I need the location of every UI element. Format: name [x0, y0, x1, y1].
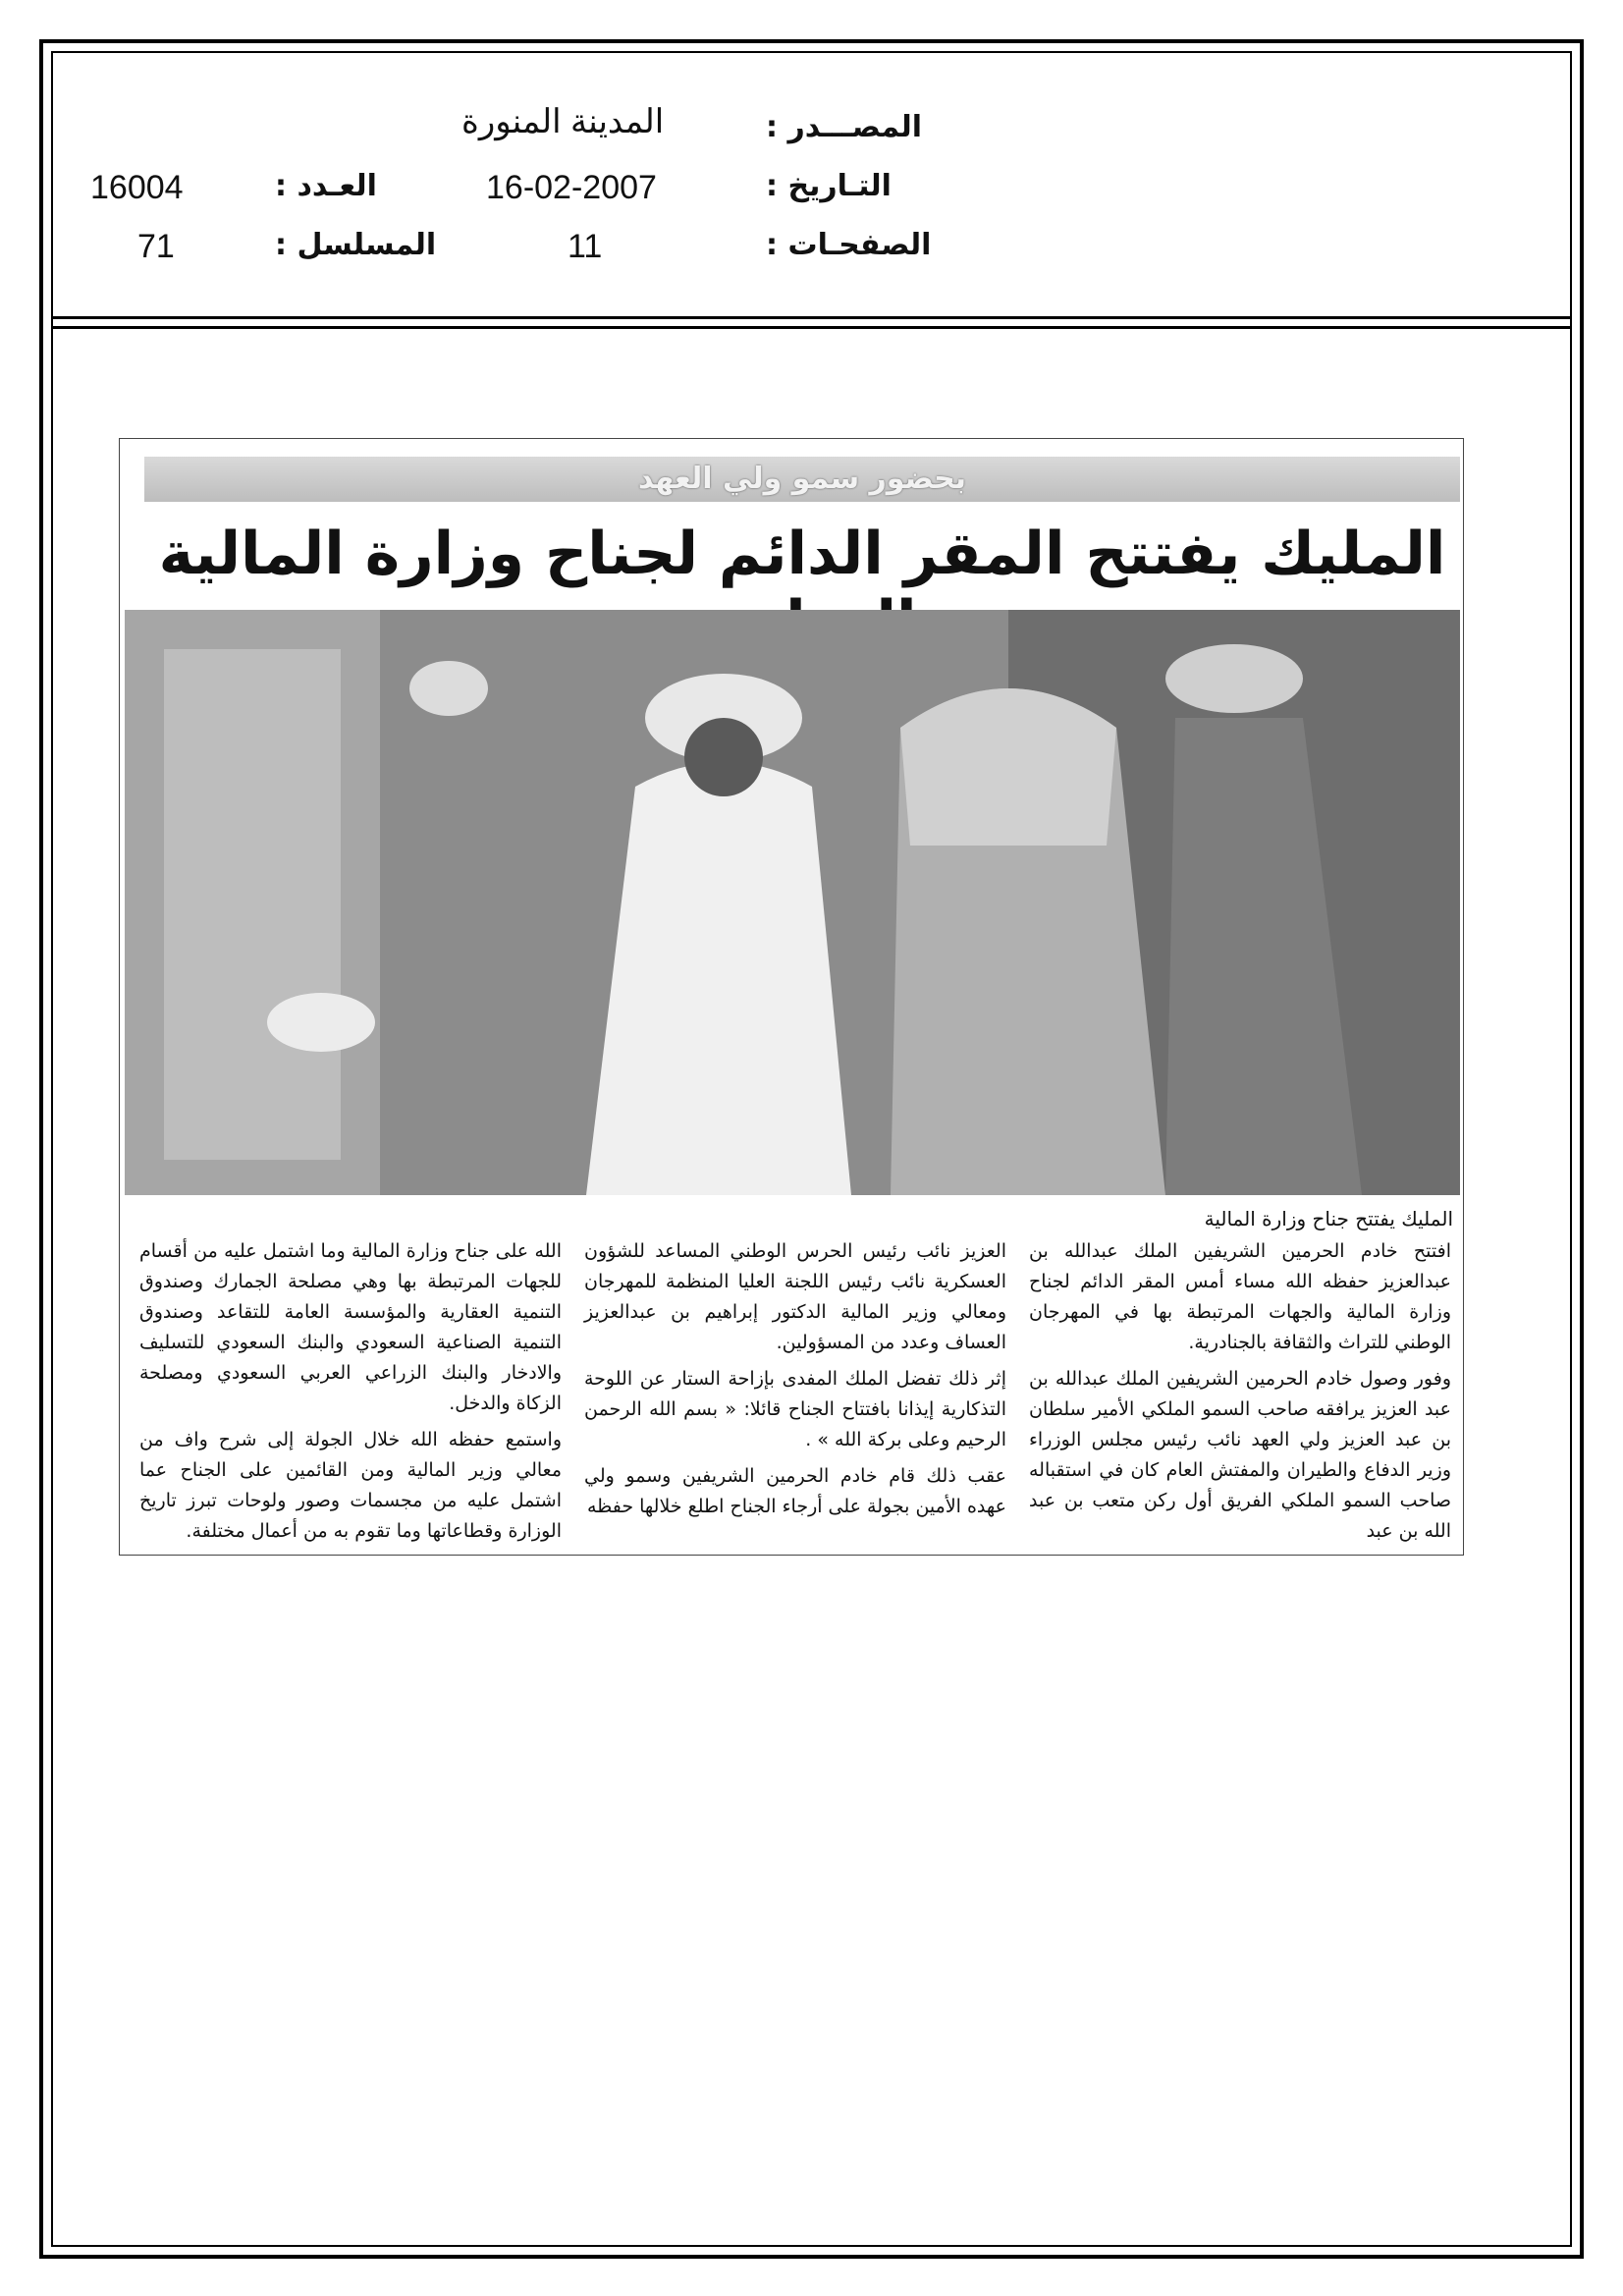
- photo-illustration: [125, 610, 1460, 1195]
- serial-value-row: [137, 228, 175, 266]
- paragraph: العزيز نائب رئيس الحرس الوطني المساعد للشؤون العسكرية نائب رئيس اللجنة العليا المنظمة للمهرجان ومعالي وزير المالية الدكتور إبراهيم بن عبدالعزيز العساف وعدد من المسؤولين.: [584, 1240, 1006, 1353]
- pages-row: [766, 228, 931, 262]
- pages-value: 11: [568, 228, 603, 265]
- source-value: المدينة المنورة: [461, 103, 665, 140]
- serial-row: [275, 228, 436, 262]
- source-row: [766, 110, 922, 144]
- paragraph: واستمع حفظه الله خلال الجولة إلى شرح واف من معالي وزير المالية ومن القائمين على الجناح عما اشتمل عليه من مجسمات وصور ولوحات تبرز تاريخ الوزارة وقطاعاتها وما تقوم به من أعمال مختلفة.: [139, 1429, 562, 1542]
- article-headline: المليك يفتتح المقر الدائم لجناح وزارة المالية: [158, 519, 1446, 588]
- article-column-1: [1029, 1236, 1451, 1553]
- article-photo: [125, 610, 1460, 1195]
- source-value-row: [461, 102, 664, 141]
- article-kicker: بحضور سمو ولي العهد: [144, 457, 1460, 502]
- serial-value: 71: [137, 228, 175, 265]
- issue-label: العـدد :: [275, 169, 377, 203]
- paragraph: إثر ذلك تفضل الملك المفدى بإزاحة الستار عن اللوحة التذكارية إيذانا بافتتاح الجناح قائلا: « بسم الله الرحمن الرحيم وعلى بركة الله » .: [584, 1368, 1006, 1450]
- date-label: التـاريخ :: [766, 169, 892, 203]
- issue-row: [275, 169, 377, 203]
- paragraph: افتتح خادم الحرمين الشريفين الملك عبدالله بن عبدالعزيز حفظه الله مساء أمس المقر الدائم لجناح وزارة المالية والجهات المرتبطة بها في المهرجان الوطني للتراث والثقافة بالجنادرية.: [1029, 1240, 1451, 1353]
- paragraph: وفور وصول خادم الحرمين الشريفين الملك عبدالله بن عبد العزيز يرافقه صاحب السمو الملكي الأمير سلطان بن عبد العزيز ولي العهد نائب رئيس مجلس الوزراء وزير الدفاع والطيران والمفتش العام كان في استقباله صاحب السمو الملكي الفريق أول ركن متعب بن عبد الله بن عبد: [1029, 1368, 1451, 1542]
- date-value: 16-02-2007: [486, 169, 657, 206]
- pages-value-row: [568, 228, 602, 266]
- issue-value: 16004: [90, 169, 184, 206]
- photo-caption: المليك يفتتح جناح وزارة المالية: [1204, 1207, 1453, 1230]
- source-label: المصـــدر :: [766, 110, 923, 144]
- newspaper-clipping: [119, 438, 1464, 1556]
- paragraph: الله على جناح وزارة المالية وما اشتمل عليه من أقسام للجهات المرتبطة بها وهي مصلحة الجمارك وصندوق التنمية العقارية والمؤسسة العامة للتقاعد وصندوق التنمية الصناعية السعودي والبنك السعودي للتسليف والادخار والبنك الزراعي العربي السعودي ومصلحة الزكاة والدخل.: [139, 1240, 562, 1414]
- serial-label: المسلسل :: [275, 228, 437, 262]
- pages-label: الصفحـات :: [766, 228, 932, 262]
- date-value-row: [486, 169, 657, 207]
- article-column-2: [584, 1236, 1006, 1528]
- article-column-3: [139, 1236, 562, 1553]
- header-divider-2: [51, 326, 1572, 329]
- issue-value-row: [90, 169, 184, 207]
- date-row: [766, 169, 892, 203]
- paragraph: عقب ذلك قام خادم الحرمين الشريفين وسمو ولي عهده الأمين بجولة على أرجاء الجناح اطلع خلالها حفظه: [584, 1465, 1006, 1517]
- header-divider: [51, 316, 1572, 319]
